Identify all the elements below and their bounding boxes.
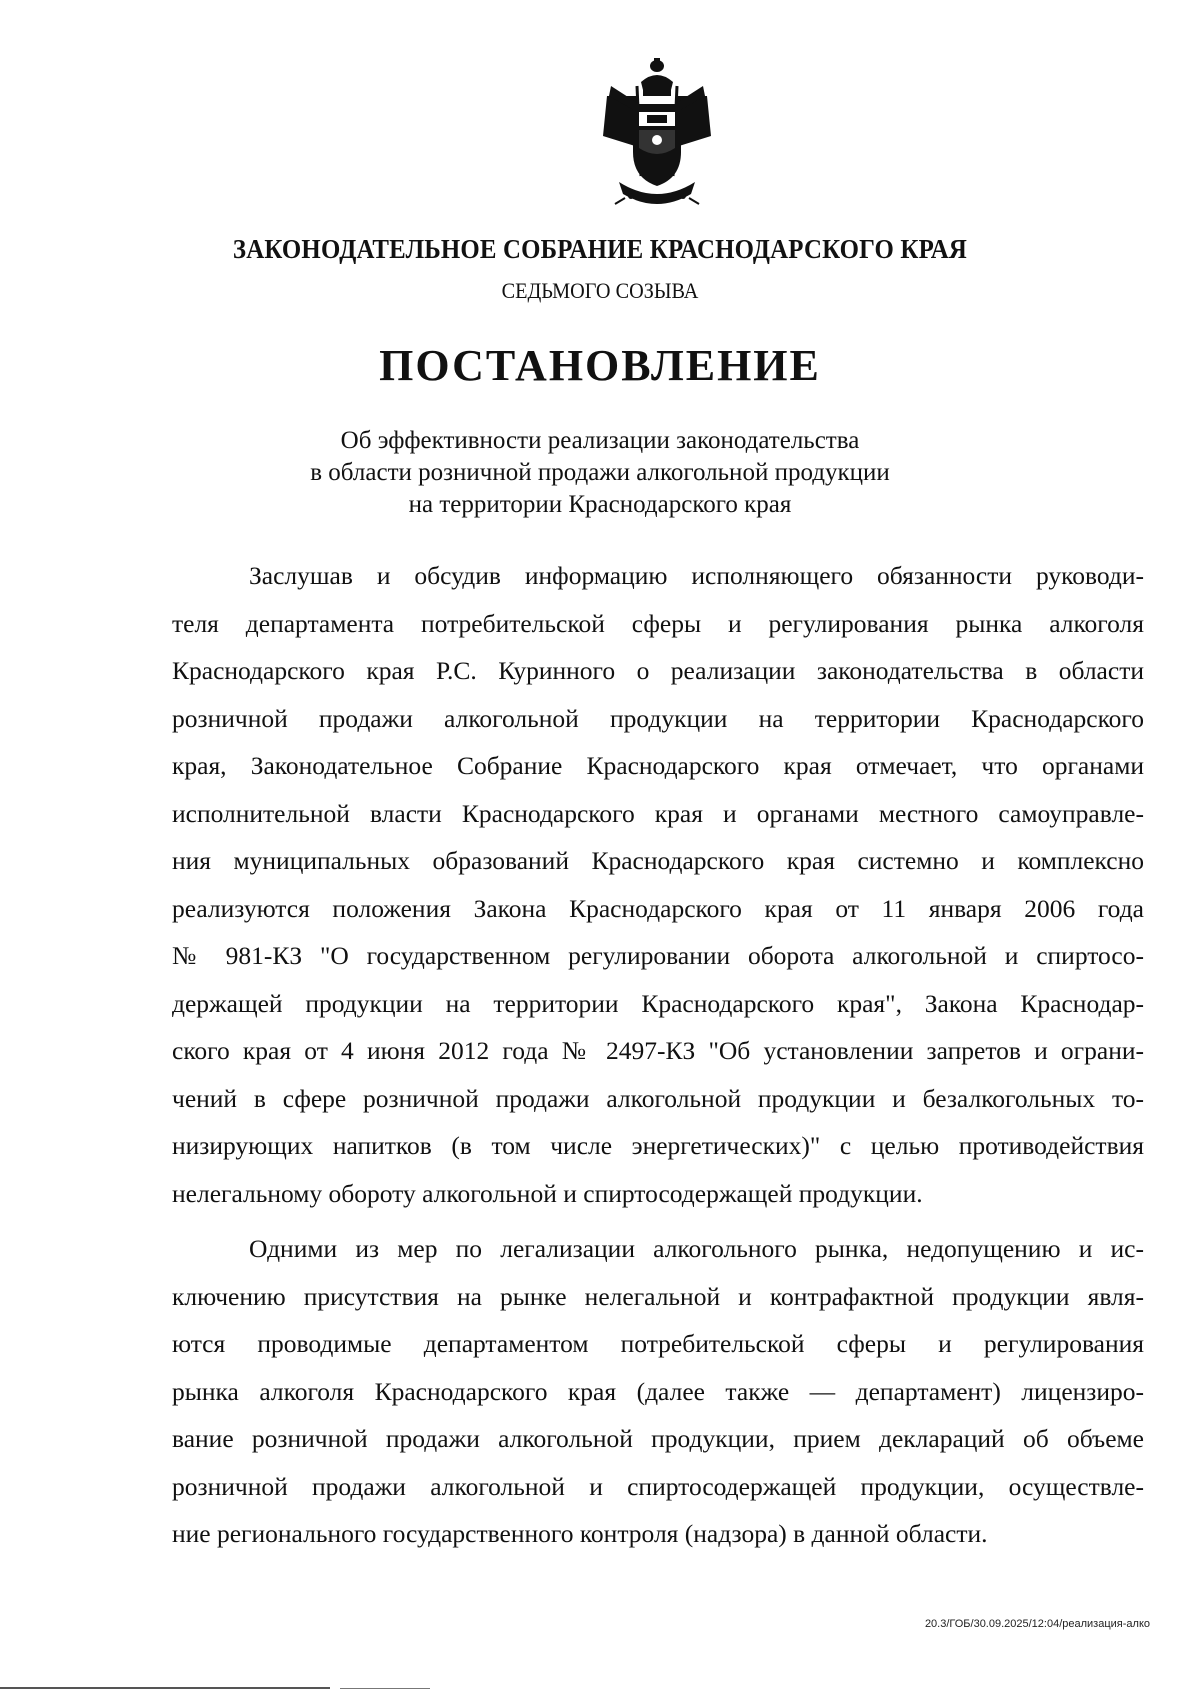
body-line: ние регионального государственного контроля (надзора) в данной области. bbox=[172, 1519, 988, 1548]
body-line: рынка алкоголя Краснодарского края (далее также — департамент) лицензиро- bbox=[172, 1376, 1144, 1406]
body-line: розничной продажи алкогольной и спиртосодержащей продукции, осуществле- bbox=[172, 1471, 1144, 1501]
body-line: держащей продукции на территории Краснодарского края", Закона Краснодар- bbox=[172, 988, 1144, 1018]
organization-title: ЗАКОНОДАТЕЛЬНОЕ СОБРАНИЕ КРАСНОДАРСКОГО КРАЯ bbox=[232, 234, 968, 264]
convocation-label: СЕДЬМОГО СОЗЫВА bbox=[501, 278, 699, 303]
body-line: № 981-КЗ "О государственном регулировании оборота алкогольной и спиртосо- bbox=[172, 941, 1144, 970]
body-line: розничной продажи алкогольной продукции на территории Краснодарского bbox=[172, 703, 1144, 733]
subject-line: на территории Краснодарского края bbox=[408, 491, 792, 518]
paragraph-2 bbox=[172, 1225, 1144, 1558]
body-line: исполнительной власти Краснодарского края и органами местного самоуправле- bbox=[172, 798, 1144, 828]
body-line: ключению присутствия на рынке нелегальной и контрафактной продукции явля- bbox=[172, 1281, 1144, 1311]
body-line: Заслушав и обсудив информацию исполняющего обязанности руководи- bbox=[249, 561, 1144, 590]
subject-line: в области розничной продажи алкогольной продукции bbox=[310, 459, 890, 486]
scan-edge-divider bbox=[0, 1687, 330, 1689]
document-body bbox=[172, 552, 1144, 1558]
body-line: чений в сфере розничной продажи алкогольной продукции и безалкогольных то- bbox=[172, 1083, 1144, 1113]
body-line: ются проводимые департаментом потребительской сферы и регулирования bbox=[172, 1329, 1144, 1358]
body-line: Одними из мер по легализации алкогольного рынка, недопущению и ис- bbox=[249, 1234, 1144, 1263]
document-type-heading: ПОСТАНОВЛЕНИЕ bbox=[379, 341, 821, 390]
coat-of-arms-icon bbox=[597, 56, 717, 206]
body-line: нелегальному обороту алкогольной и спиртосодержащей продукции. bbox=[172, 1178, 923, 1208]
body-line: вание розничной продажи алкогольной продукции, прием деклараций об объеме bbox=[172, 1424, 1144, 1453]
body-line: края, Законодательное Собрание Краснодарского края отмечает, что органами bbox=[172, 751, 1144, 780]
paragraph-1 bbox=[172, 552, 1144, 1217]
body-line: ского края от 4 июня 2012 года № 2497-КЗ "Об установлении запретов и ограни- bbox=[172, 1036, 1144, 1065]
subject-line: Об эффективности реализации законодательства bbox=[340, 427, 860, 454]
scan-edge-divider bbox=[340, 1688, 430, 1689]
body-line: теля департамента потребительской сферы и регулирования рынка алкоголя bbox=[172, 608, 1144, 638]
body-line: низирующих напитков (в том числе энергетических)" с целью противодействия bbox=[172, 1131, 1144, 1160]
body-line: реализуются положения Закона Краснодарского края от 11 января 2006 года bbox=[172, 893, 1144, 923]
body-line: ния муниципальных образований Краснодарского края системно и комплексно bbox=[172, 846, 1144, 875]
document-code: 20.3/ГОБ/30.09.2025/12:04/реализация-алко bbox=[924, 1618, 1150, 1630]
document-subject bbox=[0, 425, 1200, 521]
body-line: Краснодарского края Р.С. Куринного о реализации законодательства в области bbox=[172, 656, 1144, 685]
